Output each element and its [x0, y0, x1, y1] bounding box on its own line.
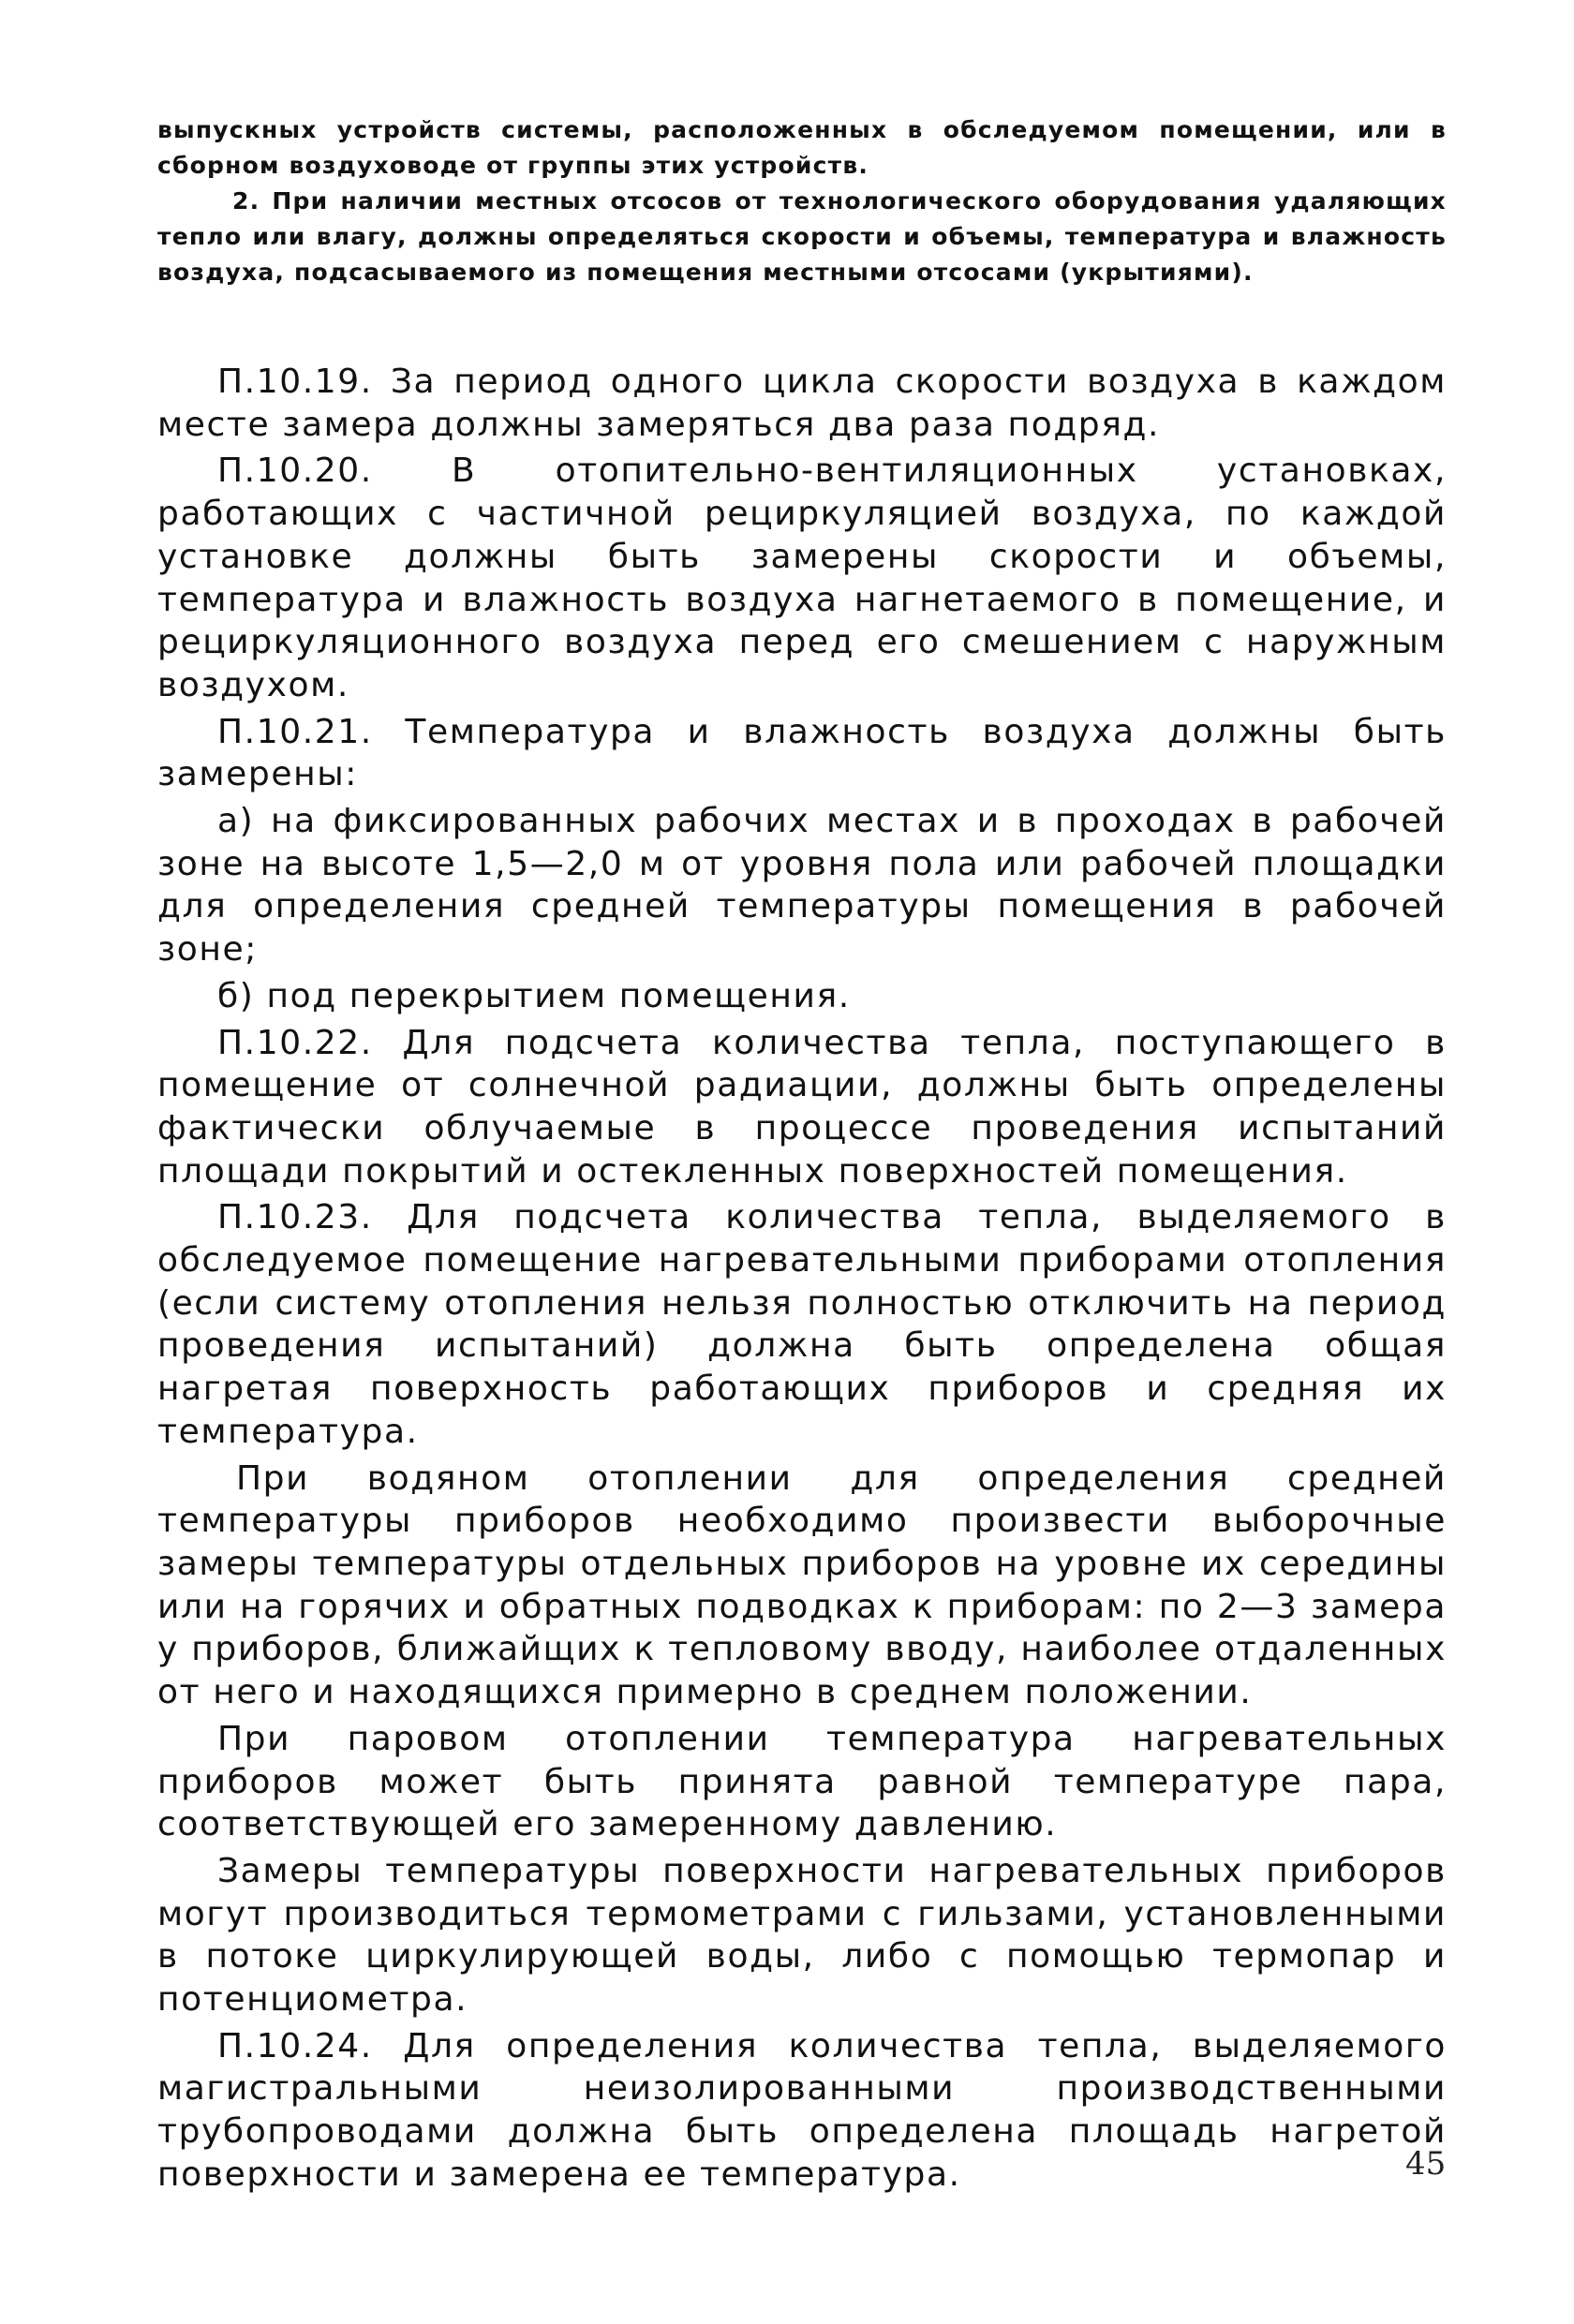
note-2: 2. При наличии местных отсосов от технологического оборудования удаляющих тепло или влагу, должны определяться скорости и объемы, температура и влажность воздуха, подсасываемого из помещения местными отсосами (укрытиями). — [157, 187, 1447, 286]
paragraph-surface-measurements: Замеры температуры поверхности нагревательных приборов могут производиться термометрами с гильзами, установленными в потоке циркулирующей воды, либо с помощью термопар и потенциометра. — [157, 1851, 1447, 2020]
paragraph-water-heating: При водяном отоплении для определения средней температуры приборов необходимо произвести выборочные замеры температуры отдельных приборов на уровне их середины или на горячих и обратных подводках к приборам: по 2—3 замера у приборов, ближайщих к тепловому вводу, наиболее отдаленных от него и находящихся примерно в среднем положении. — [157, 1458, 1447, 1712]
paragraph-10-21: П.10.21. Температура и влажность воздуха должны быть замерены: — [157, 712, 1447, 794]
paragraph-steam-heating: При паровом отоплении температура нагревательных приборов может быть принята равной температуре пара, соответствующей его замеренному давлению. — [157, 1719, 1447, 1844]
paragraph-10-20: П.10.20. В отопительно-вентиляционных установках, работающих с частичной рециркуляцией воздуха, по каждой установке должны быть замерены скорости и объемы, температура и влажность воздуха нагнетаемого в помещение, и рециркуляционного воздуха перед его смешением с наружным воздухом. — [157, 451, 1447, 704]
paragraph-10-21-a: а) на фиксированных рабочих местах и в проходах в рабочей зоне на высоте 1,5—2,0 м от уровня пола или рабочей площадки для определения средней температуры помещения в рабочей зоне; — [157, 802, 1447, 970]
paragraph-10-22: П.10.22. Для подсчета количества тепла, поступающего в помещение от солнечной радиации, должны быть определены фактически облучаемые в процессе проведения испытаний площади покрытий и остекленных поверхностей помещения. — [157, 1023, 1447, 1191]
notes-block — [157, 112, 1447, 290]
paragraph-10-24: П.10.24. Для определения количества тепла, выделяемого магистральными неизолированными производственными трубопроводами должна быть определена площадь нагретой поверхности и замерена ее температура. — [157, 2026, 1447, 2194]
main-text — [157, 361, 1447, 2200]
page-number: 45 — [1405, 2145, 1447, 2183]
paragraph-10-23: П.10.23. Для подсчета количества тепла, выделяемого в обследуемое помещение нагревательными приборами отопления (если систему отопления нельзя полностью отключить на период проведения испытаний) должна быть определена общая нагретая поверхность работающих приборов и средняя их температура. — [157, 1198, 1447, 1451]
paragraph-10-21-b: б) под перекрытием помещения. — [217, 976, 851, 1015]
paragraph-10-19: П.10.19. За период одного цикла скорости воздуха в каждом месте замера должны замеряться два раза подряд. — [157, 363, 1447, 444]
note-1-continuation: выпускных устройств системы, расположенных в обследуемом помещении, или в сборном воздуховоде от группы этих устройств. — [157, 116, 1447, 179]
